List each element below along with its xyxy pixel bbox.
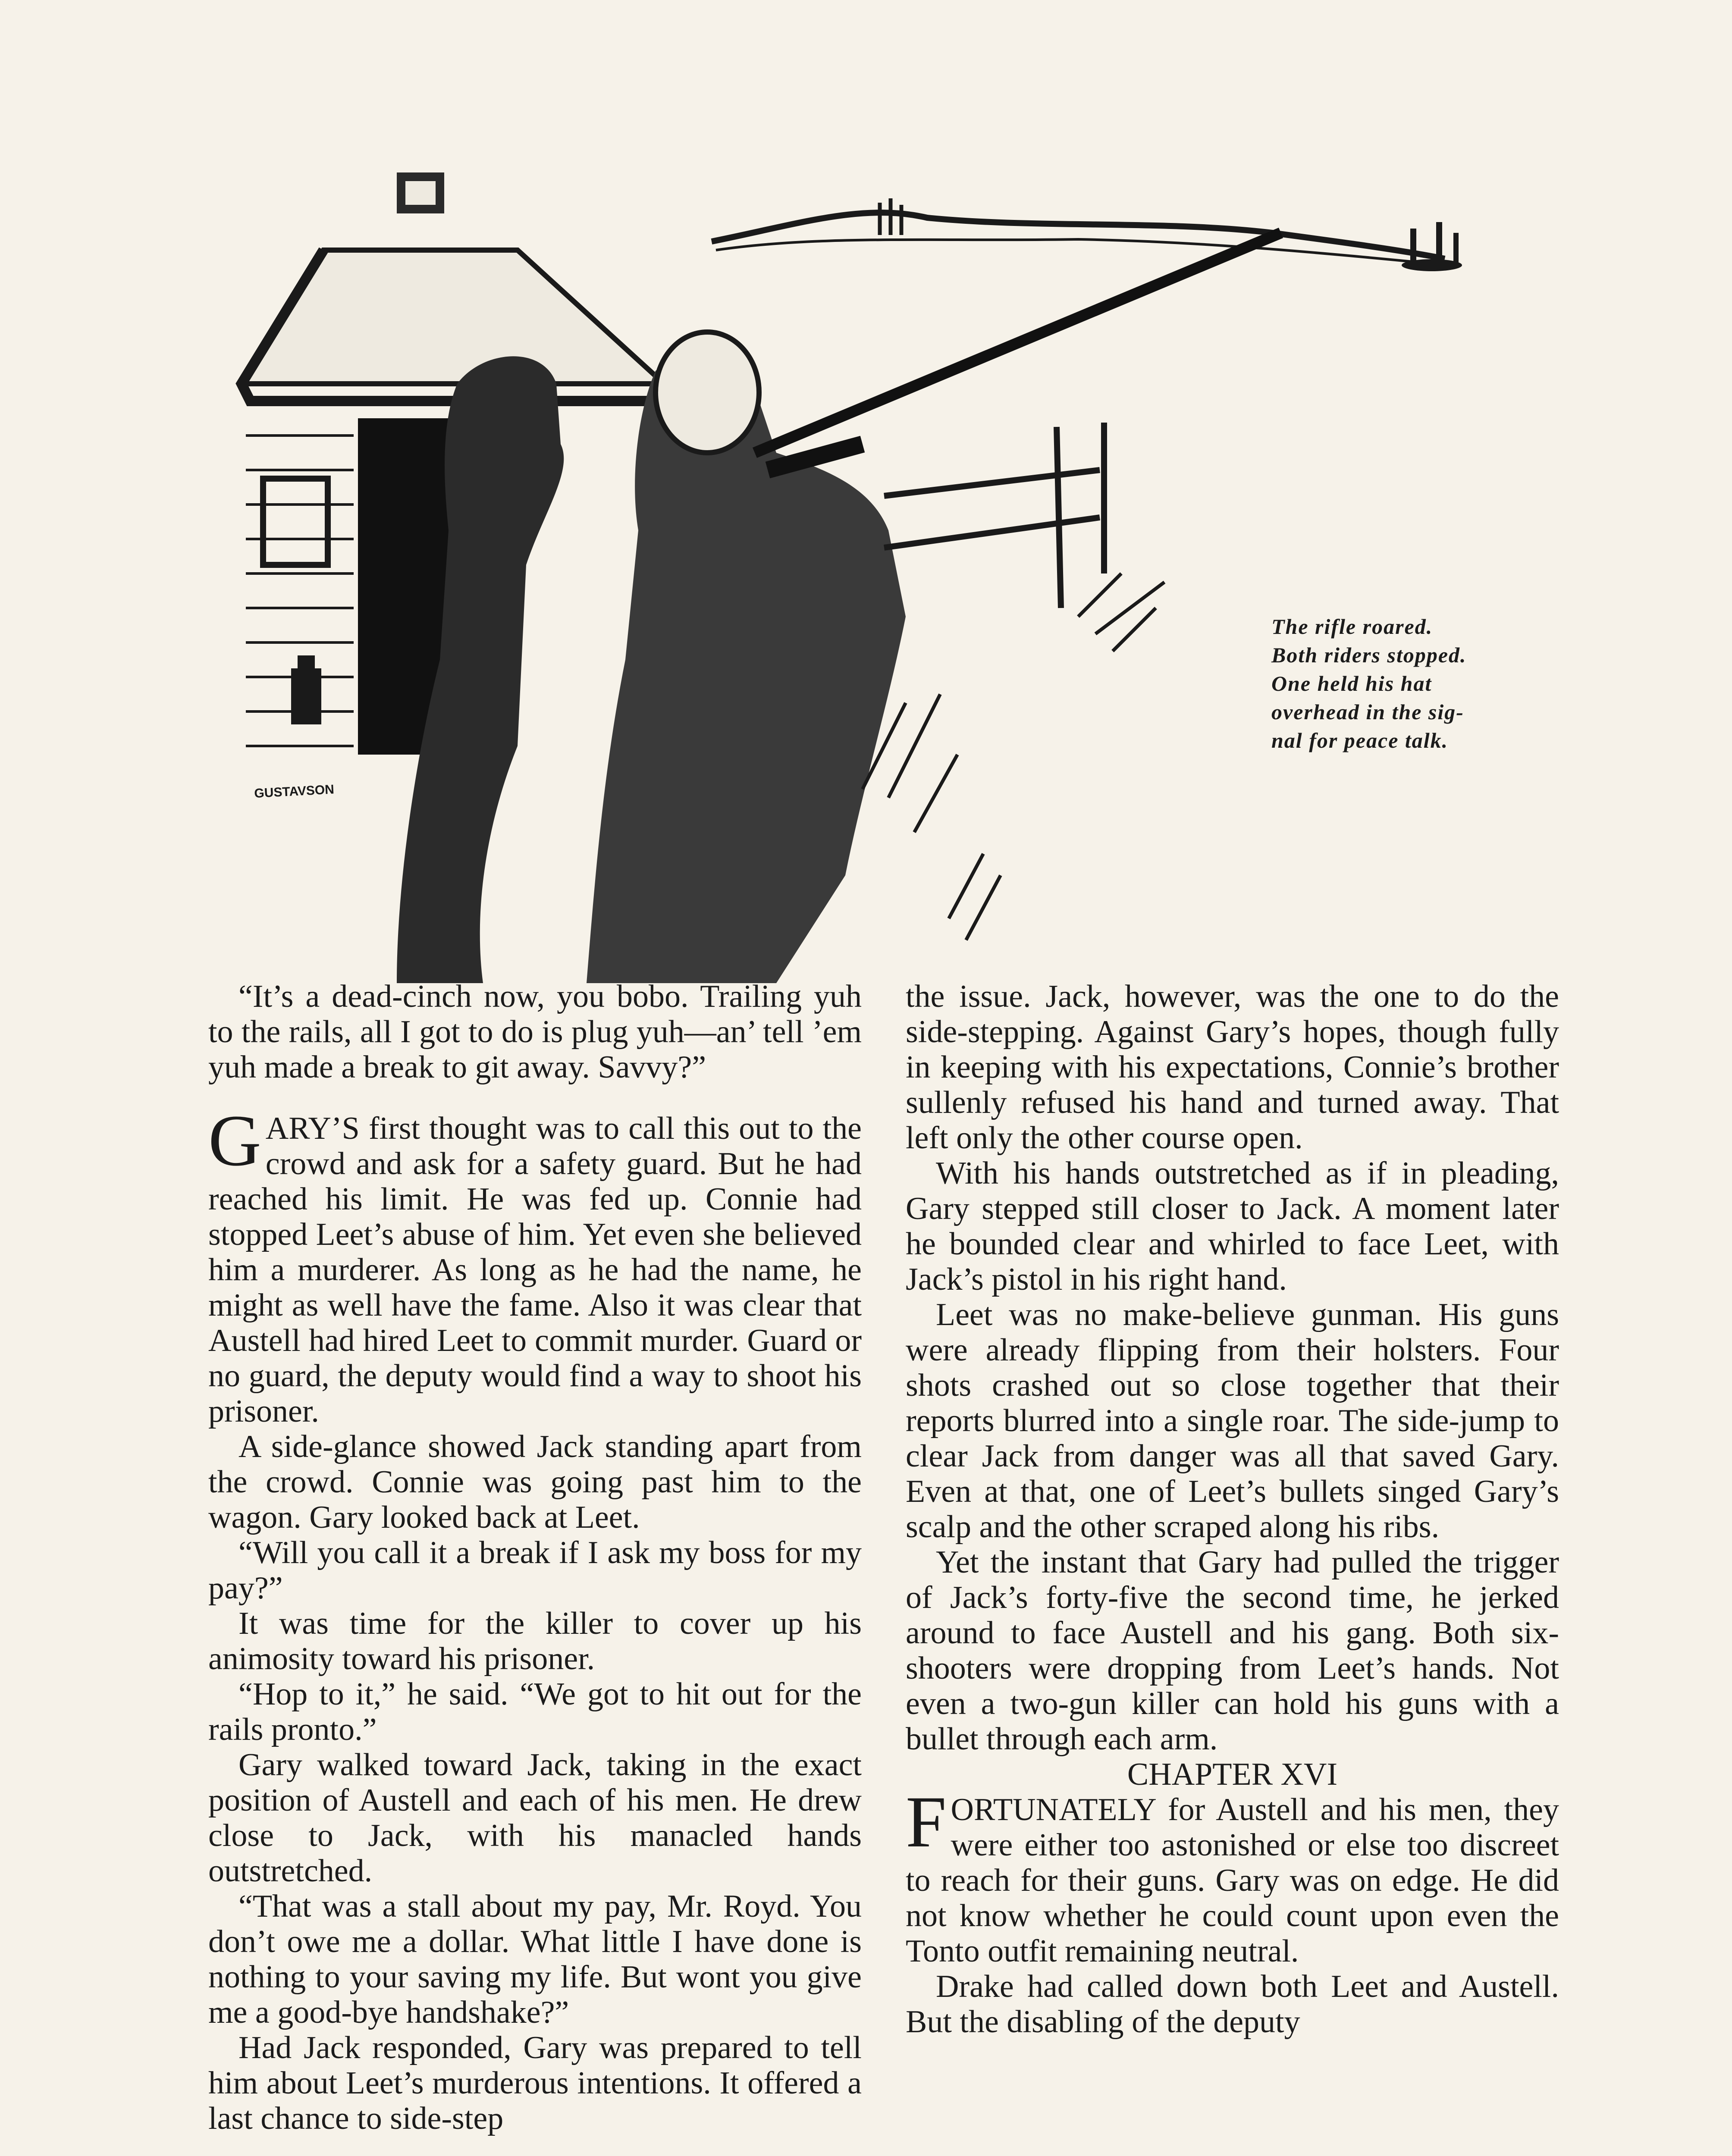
paragraph: Yet the instant that Gary had pulled the trigger of Jack’s forty-five the second time, he jerked around to face Austell and his gang. Both six-shooters were dropping from Leet’s hands. Not even a two-gun killer can hold his guns with a bullet through each arm.: [906, 1545, 1559, 1757]
rifle: [755, 233, 1281, 453]
right-column: [906, 979, 1559, 2040]
paragraph: “It’s a dead-cinch now, you bobo. Trailing yuh to the rails, all I got to do is plug yuh—an’ tell ’em yuh made a break to git away. Savvy?”: [208, 979, 862, 1085]
chapter-heading: CHAPTER XVI: [1127, 1757, 1338, 1792]
paragraph: Leet was no make-believe gunman. His guns were already flipping from their holsters. Four shots crashed out so close together that their reports blurred into a single roar. The side-jump to clear Jack from danger was all that saved Gary. Even at that, one of Leet’s bullets singed Gary’s scalp and the other scraped along his ribs.: [906, 1297, 1559, 1545]
fence: [884, 423, 1104, 608]
illustration-caption: [1271, 612, 1569, 755]
paragraph-dropcap: [208, 1100, 862, 1429]
paragraph: With his hands outstretched as if in pleading, Gary stepped still closer to Jack. A moment later he bounded clear and whirled to face Leet, with Jack’s pistol in his right hand.: [906, 1156, 1559, 1297]
paragraph: It was time for the killer to cover up his animosity toward his prisoner.: [208, 1606, 862, 1677]
paragraph: Drake had called down both Leet and Austell. But the disabling of the deputy: [906, 1969, 1559, 2040]
paragraph: Had Jack responded, Gary was prepared to tell him about Leet’s murderous intentions. It offered a last chance to side-step: [208, 2030, 862, 2136]
paragraph: “That was a stall about my pay, Mr. Royd. You don’t owe me a dollar. What little I have done is nothing to your saving my life. But wont you give me a good-bye handshake?”: [208, 1889, 862, 2030]
lantern: [291, 655, 321, 724]
horizon-hills: [712, 213, 1445, 259]
artist-signature: GUSTAVSON: [254, 782, 335, 801]
caption-line: The rifle roared.: [1271, 614, 1433, 639]
caption-line: One held his hat: [1271, 671, 1432, 696]
dropcap-letter: F: [906, 1781, 947, 1862]
house-window: [263, 479, 328, 565]
dropcap-letter: G: [208, 1100, 261, 1181]
caption-line: overhead in the sig-: [1271, 700, 1464, 724]
paragraph: “Hop to it,” he said. “We got to hit out for the rails pronto.”: [208, 1677, 862, 1747]
paragraph-text: ORTUNATELY for Austell and his men, they were either too astonished or else too discreet to reach for their guns. Gary was on edge. He did not know whether he could count upon even the Tonto outfit remaining neutral.: [906, 1792, 1559, 1969]
paragraph: the issue. Jack, however, was the one to do the side-stepping. Against Gary’s hopes, though fully in keeping with his expectations, Connie’s brother sullenly refused his hand and turned away. That left only the other course open.: [906, 979, 1559, 1156]
horizon-trees: [880, 198, 901, 235]
distant-riders: [1402, 222, 1462, 271]
paragraph: “Will you call it a break if I ask my boss for my pay?”: [208, 1535, 862, 1606]
paragraph-dropcap: [906, 1781, 1559, 1969]
paragraph-text: ARY’S first thought was to call this out to the crowd and ask for a safety guard. But he had reached his limit. He was fed up. Connie had stopped Leet’s abuse of him. Yet even she believed him a murderer. As long as he had the name, he might as well have the fame. Also it was clear that Austell had hired Leet to commit murder. Guard or no guard, the deputy would find a way to shoot his prisoner.: [208, 1111, 862, 1429]
house-roof: [242, 250, 664, 384]
illustration-rifle-scene: [216, 142, 1574, 983]
paragraph: Gary walked toward Jack, taking in the exact position of Austell and each of his men. He drew close to Jack, with his manacled hands outstretched.: [208, 1747, 862, 1889]
caption-line: nal for peace talk.: [1271, 728, 1449, 752]
paragraph: A side-glance showed Jack standing apart from the crowd. Connie was going past him to the wagon. Gary looked back at Leet.: [208, 1429, 862, 1535]
left-column: [208, 979, 862, 2136]
brush: [863, 573, 1164, 940]
caption-line: Both riders stopped.: [1271, 643, 1467, 667]
